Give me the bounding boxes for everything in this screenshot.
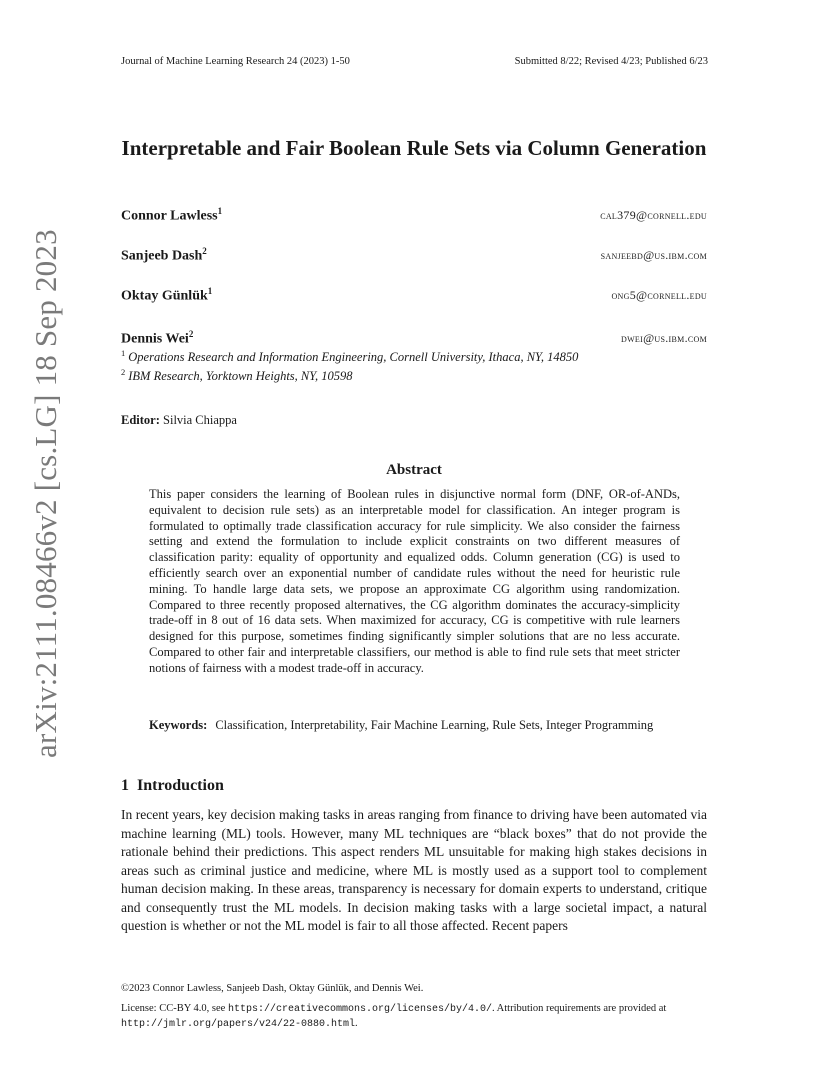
paper-title: Interpretable and Fair Boolean Rule Sets via Column Generation	[121, 136, 707, 160]
author-name: Connor Lawless$^1$	[121, 206, 223, 224]
license-link[interactable]: https://creativecommons.org/licenses/by/4.0/	[227, 1004, 492, 1015]
abstract-heading: Abstract	[386, 462, 442, 478]
section-body-text: In recent years, key decision making tasks in areas ranging from finance to driving have been automated via machine learning (ML) tools. However, many ML techniques are “black boxes” that do not provide the rationale behind their predictions. This aspect renders ML unsuitable for making high stakes decisions in areas such as criminal justice and medicine, where ML is mostly used as a support tool to complement human decision making. In these areas, transparency is necessary for domain experts to understand, critique and consequently trust the ML models. In decision making tasks with a large societal impact, a natural question is whether or not the ML model is fair to all those affected. Recent papers	[121, 807, 707, 933]
running-head-journal: Journal of Machine Learning Research 24 (2023) 1-50	[121, 56, 350, 67]
author-name: Oktay Günlük$^1$	[121, 286, 213, 304]
keywords: Keywords: Classification, Interpretability, Fair Machine Learning, Rule Sets, Integer Programming	[149, 718, 654, 732]
editor-line: Editor: Silvia Chiappa	[121, 413, 237, 427]
section-heading: 1 Introduction	[121, 777, 224, 794]
author-row	[121, 206, 707, 226]
author-email[interactable]: cal379@cornell.edu	[600, 208, 707, 222]
author-email[interactable]: ong5@cornell.edu	[611, 288, 707, 302]
author-email[interactable]: sanjeebd@us.ibm.com	[600, 248, 707, 262]
author-row	[121, 286, 707, 306]
arxiv-identifier: arXiv:2111.08466v2 [cs.LG] 18 Sep 2023	[28, 229, 63, 758]
license-notice: License: CC-BY 4.0, see https://creativecommons.org/licenses/by/4.0/. Attribution requirements are provided at http://jmlr.org/papers/v24/22-0880.html.	[121, 1003, 667, 1030]
author-name: Dennis Wei$^2$	[121, 329, 194, 347]
author-row	[121, 246, 707, 266]
author-row	[121, 329, 707, 349]
affiliation: $^2$ IBM Research, Yorktown Heights, NY, 10598	[121, 367, 353, 384]
abstract-text: This paper considers the learning of Boolean rules in disjunctive normal form (DNF, OR-of-ANDs, equivalent to decision rule sets) as an interpretable model for classification. An integer program is formulated to optimally trade classification accuracy for rule simplicity. We also consider the fairness setting and extend the formulation to include explicit constraints on two different measures of classification parity: equality of opportunity and equalized odds. Column generation (CG) is used to efficiently search over an exponential number of candidate rules without the need for heuristic rule mining. To handle large data sets, we propose an approximate CG algorithm using randomization. Compared to three recently proposed alternatives, the CG algorithm dominates the accuracy-simplicity trade-off in 8 out of 16 data sets. When maximized for accuracy, CG is competitive with rule learners designed for this purpose, sometimes finding significantly simpler solutions that are no less accurate. Compared to other fair and interpretable classifiers, our method is able to find rule sets that meet stricter notions of fairness with a modest trade-off in accuracy.	[149, 487, 680, 675]
running-head-dates: Submitted 8/22; Revised 4/23; Published 6/23	[514, 56, 708, 67]
attribution-link[interactable]: http://jmlr.org/papers/v24/22-0880.html	[121, 1018, 356, 1030]
copyright-notice: ©2023 Connor Lawless, Sanjeeb Dash, Oktay Günlük, and Dennis Wei.	[121, 983, 424, 994]
author-email[interactable]: dwei@us.ibm.com	[621, 331, 707, 345]
affiliation: $^1$ Operations Research and Information Engineering, Cornell University, Ithaca, NY, 14850	[121, 348, 579, 365]
author-name: Sanjeeb Dash$^2$	[121, 246, 207, 264]
